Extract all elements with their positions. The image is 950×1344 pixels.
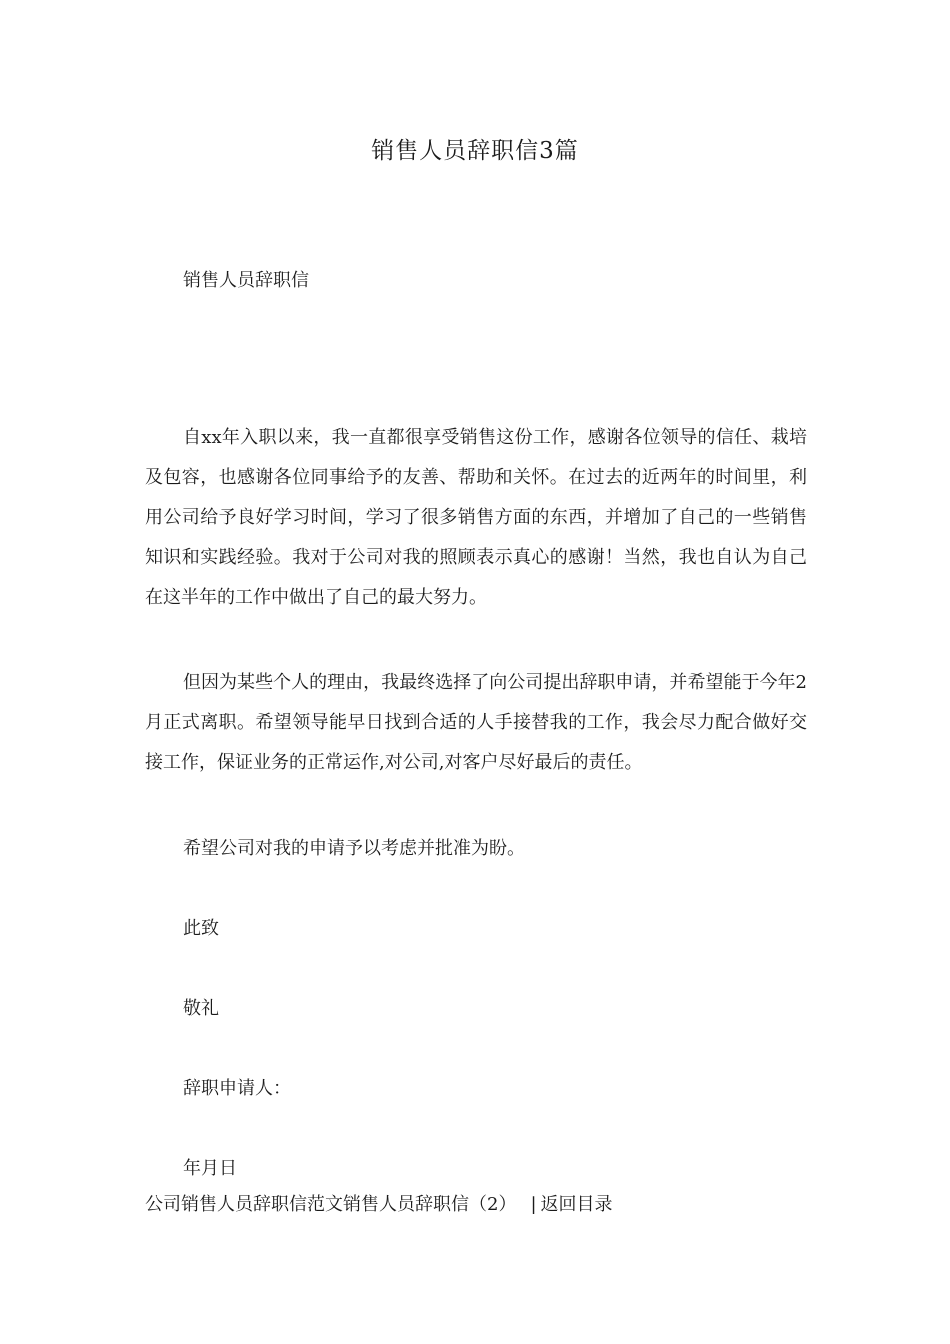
- body-paragraph-3: 希望公司对我的申请予以考虑并批准为盼。: [183, 838, 525, 859]
- footer-navigation: [145, 1190, 613, 1216]
- closing-salute: 敬礼: [183, 998, 219, 1019]
- date-label: 年月日: [183, 1158, 237, 1179]
- related-article-link[interactable]: 公司销售人员辞职信范文销售人员辞职信（2）: [145, 1194, 517, 1215]
- page-title: 销售人员辞职信3篇: [371, 138, 579, 164]
- body-paragraph-1: 自xx年入职以来，我一直都很享受销售这份工作，感谢各位领导的信任、栽培及包容，也感谢各位同事给予的友善、帮助和关怀。在过去的近两年的时间里，利用公司给予良好学习时间，学习了很多销售方面的东西，并增加了自己的一些销售知识和实践经验。我对于公司对我的照顾表示真心的感谢！当然，我也自认为自己在这半年的工作中做出了自己的最大努力。: [145, 427, 807, 608]
- closing-greeting: 此致: [183, 918, 219, 939]
- footer-separator: |: [530, 1194, 537, 1215]
- signer-label: 辞职申请人：: [183, 1078, 291, 1099]
- body-paragraph-2: 但因为某些个人的理由，我最终选择了向公司提出辞职申请，并希望能于今年2月正式离职。希望领导能早日找到合适的人手接替我的工作，我会尽力配合做好交接工作，保证业务的正常运作,对公司,对客户尽好最后的责任。: [145, 672, 807, 773]
- back-to-contents-link[interactable]: 返回目录: [540, 1194, 613, 1215]
- letter-subtitle: 销售人员辞职信: [183, 270, 309, 291]
